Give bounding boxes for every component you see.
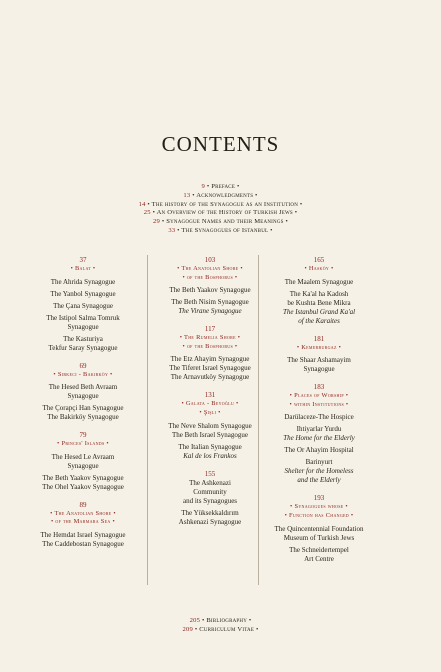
- synagogue-entry[interactable]: [154, 286, 266, 295]
- section-page-number: 117: [204, 325, 216, 334]
- entry-line: The Arnavutköy Synagogue: [170, 373, 250, 382]
- back-matter-list: [0, 617, 441, 635]
- section-heading-line: • within Institutions •: [289, 400, 349, 408]
- entry-line: Tekfur Saray Synagogue: [48, 343, 118, 352]
- entry-line: Synagogue: [67, 322, 99, 331]
- toc-section[interactable]: [27, 361, 139, 423]
- section-heading-line: • of the Marmara Sea •: [50, 518, 116, 526]
- section-heading-line: • Sirkeci - Bakirköy •: [53, 370, 113, 378]
- entry-line: The Beth Nisim Synagogue: [171, 298, 249, 307]
- section-heading-line: • The Rumelia Shore •: [179, 334, 241, 342]
- entry-line: Ihtiyarlar Yurdu: [296, 425, 342, 434]
- synagogue-entry[interactable]: [27, 278, 139, 287]
- section-heading-line: • of the Bosphorus •: [182, 342, 238, 350]
- synagogue-entry[interactable]: [263, 525, 375, 543]
- synagogue-entry[interactable]: [27, 302, 139, 311]
- toc-section[interactable]: [27, 500, 139, 549]
- section-heading-line: • Princes' Islands •: [57, 440, 109, 448]
- synagogue-entry[interactable]: [27, 383, 139, 401]
- entry-line: The Hesed Le Avraam: [51, 452, 115, 461]
- entry-line: Barinyurt: [305, 458, 333, 467]
- synagogue-entry[interactable]: [263, 546, 375, 564]
- section-page-number: 181: [313, 334, 325, 343]
- entry-line: The Istipol Salma Tomruk: [46, 313, 120, 322]
- toc-entry[interactable]: 13 • Acknowledgments •: [183, 191, 258, 199]
- toc-entry[interactable]: 29 • Synagogue Names and their Meanings •: [153, 218, 288, 226]
- entry-line: Art Centre: [304, 554, 334, 563]
- entry-line: The Istanbul Grand Ka'al: [282, 307, 356, 316]
- section-heading-line: • Hasköy •: [304, 265, 334, 272]
- section-heading: [154, 334, 266, 351]
- section-page-number: 193: [313, 494, 325, 503]
- synagogue-entry[interactable]: [27, 314, 139, 332]
- synagogue-entry[interactable]: [263, 446, 375, 455]
- section-page-number: 155: [204, 469, 216, 478]
- entry-line: The Etz Ahayim Synagogue: [170, 355, 250, 364]
- entry-line: The Çorapçi Han Synagogue: [42, 404, 124, 413]
- entry-line: The Bakirköy Synagogue: [47, 413, 119, 422]
- section-heading-line: • The Anatolian Shore •: [50, 509, 116, 517]
- entry-line: Synagogue: [67, 392, 99, 401]
- entry-line: The Beth Yaakov Synagogue: [169, 286, 251, 295]
- toc-entry[interactable]: 33 • The Synagogues of Istanbul •: [168, 226, 273, 234]
- entry-line: The Yanbol Synagogue: [50, 289, 116, 298]
- synagogue-entry[interactable]: [154, 509, 266, 527]
- section-heading-line: • Kemerburgaz •: [296, 343, 342, 351]
- entry-line: The Shaar Ashamayim: [287, 356, 351, 365]
- synagogue-entry[interactable]: [154, 443, 266, 461]
- synagogue-entry[interactable]: [154, 298, 266, 316]
- entry-line: The Kasturiya: [63, 334, 103, 343]
- entry-line: of the Karaites: [298, 316, 340, 325]
- section-heading-line: • Galata - Beyoğlu •: [181, 400, 239, 408]
- section-page-number: 37: [79, 256, 87, 264]
- synagogue-entry[interactable]: [27, 404, 139, 422]
- toc-section[interactable]: [154, 255, 266, 316]
- entry-line: The Italian Synagogue: [178, 442, 242, 451]
- entry-line: The Neve Shalom Synagogue: [168, 421, 252, 430]
- toc-section[interactable]: [263, 255, 375, 326]
- section-page-number: 131: [204, 391, 216, 400]
- entry-line: The Ka'al ha Kadosh: [289, 289, 349, 298]
- synagogue-entry[interactable]: [263, 290, 375, 326]
- entry-line: The Hesed Beth Avraam: [48, 383, 118, 392]
- section-heading-line: • The Anatolian Shore •: [177, 265, 243, 272]
- chapter-columns: [0, 255, 441, 595]
- synagogue-entry[interactable]: [27, 474, 139, 492]
- section-heading-line: • Şişli •: [199, 408, 221, 416]
- column-right: [263, 255, 375, 572]
- synagogue-entry[interactable]: [27, 531, 139, 549]
- section-page-number: 79: [79, 431, 87, 440]
- toc-section[interactable]: [154, 390, 266, 460]
- entry-line: The Tiferet Israel Synagogue: [169, 364, 251, 373]
- synagogue-entry[interactable]: [27, 453, 139, 471]
- entry-line: The Or Ahayim Hospital: [284, 446, 354, 455]
- toc-entry[interactable]: 9 • Preface •: [201, 183, 240, 190]
- entry-line: and its Synagogues: [182, 496, 238, 505]
- section-page-number: 183: [313, 383, 325, 392]
- entry-line: Kal de los Frankos: [183, 451, 237, 460]
- entry-line: The Beth Yaakov Synagogue: [42, 473, 124, 482]
- synagogue-entry[interactable]: [263, 356, 375, 374]
- entry-line: Shelter for the Homeless: [284, 467, 354, 476]
- section-heading: [263, 503, 375, 520]
- page-title: CONTENTS: [161, 132, 280, 156]
- entry-line: Ashkenazi Synagogue: [178, 517, 242, 526]
- synagogue-entry[interactable]: [27, 335, 139, 353]
- toc-entry[interactable]: 209 • Curriculum Vitae •: [182, 625, 259, 633]
- section-heading: [27, 440, 139, 449]
- toc-section[interactable]: [263, 334, 375, 375]
- synagogue-entry[interactable]: [263, 278, 375, 287]
- entry-line: The Beth Israel Synagogue: [171, 430, 248, 439]
- entry-line: Museum of Turkish Jews: [283, 533, 355, 542]
- toc-section[interactable]: [154, 469, 266, 527]
- section-page-number: 103: [204, 256, 216, 264]
- column-middle: [154, 255, 266, 535]
- entry-line: The Çana Synagogue: [53, 301, 113, 310]
- toc-entry[interactable]: 25 • An Overview of the History of Turkish Jews •: [143, 209, 298, 217]
- toc-section[interactable]: [154, 324, 266, 382]
- section-heading-line: • of the Bosphorus •: [182, 273, 238, 281]
- section-heading-line: • Places of Worship •: [289, 392, 349, 400]
- entry-line: The Virane Synagogue: [178, 307, 242, 316]
- section-heading: [27, 265, 139, 274]
- section-heading: [154, 265, 266, 282]
- entry-line: be Kushta Bene Mikra: [287, 298, 351, 307]
- entry-line: The Quincentennial Foundation: [274, 524, 364, 533]
- section-page-number: 89: [79, 500, 87, 509]
- section-heading-line: • Balat •: [70, 265, 96, 272]
- column-left: [27, 255, 139, 557]
- entry-line: and the Elderly: [297, 476, 341, 485]
- front-matter-list: [0, 183, 441, 236]
- toc-section[interactable]: [263, 493, 375, 563]
- section-heading: [263, 344, 375, 353]
- entry-line: Synagogue: [67, 461, 99, 470]
- entry-line: Darülaceze-The Hospice: [284, 413, 354, 422]
- synagogue-entry[interactable]: [263, 458, 375, 485]
- entry-line: The Ohel Yaakov Synagogue: [42, 482, 124, 491]
- section-page-number: 165: [313, 256, 325, 264]
- synagogue-entry[interactable]: [263, 425, 375, 443]
- section-heading: [263, 392, 375, 409]
- synagogue-entry[interactable]: [27, 290, 139, 299]
- section-heading-line: • Function has Changed •: [284, 511, 354, 519]
- synagogue-entry[interactable]: [154, 355, 266, 382]
- section-heading: [27, 371, 139, 380]
- entry-line: The Home for the Elderly: [283, 434, 355, 443]
- entry-line: The Caddebostan Synagogue: [42, 539, 124, 548]
- synagogue-entry[interactable]: [154, 422, 266, 440]
- toc-section[interactable]: [27, 430, 139, 492]
- entry-line: The Maalem Synagogue: [284, 277, 354, 286]
- section-heading: [27, 510, 139, 527]
- entry-line: The Ahrida Synagogue: [50, 277, 116, 286]
- entry-line: The Schneidertempel: [289, 545, 349, 554]
- section-heading-line: • Synagogues whose •: [290, 503, 348, 511]
- toc-entry[interactable]: 205 • Bibliography •: [189, 617, 252, 624]
- synagogue-entry[interactable]: [154, 479, 266, 506]
- section-heading: [263, 265, 375, 274]
- toc-section[interactable]: [27, 255, 139, 353]
- section-page-number: 69: [79, 361, 87, 370]
- toc-entry[interactable]: 14 • The history of the Synagogue as an Institution •: [138, 200, 303, 208]
- toc-section[interactable]: [263, 382, 375, 485]
- section-heading: [154, 400, 266, 417]
- entry-line: The Hemdat Israel Synagogue: [40, 530, 126, 539]
- entry-line: The Ashkenazi: [189, 478, 231, 487]
- synagogue-entry[interactable]: [263, 413, 375, 422]
- entry-line: Community: [193, 487, 227, 496]
- entry-line: The Yüksekkaldırım: [181, 508, 239, 517]
- entry-line: Synagogue: [303, 365, 335, 374]
- column-divider: [147, 255, 148, 585]
